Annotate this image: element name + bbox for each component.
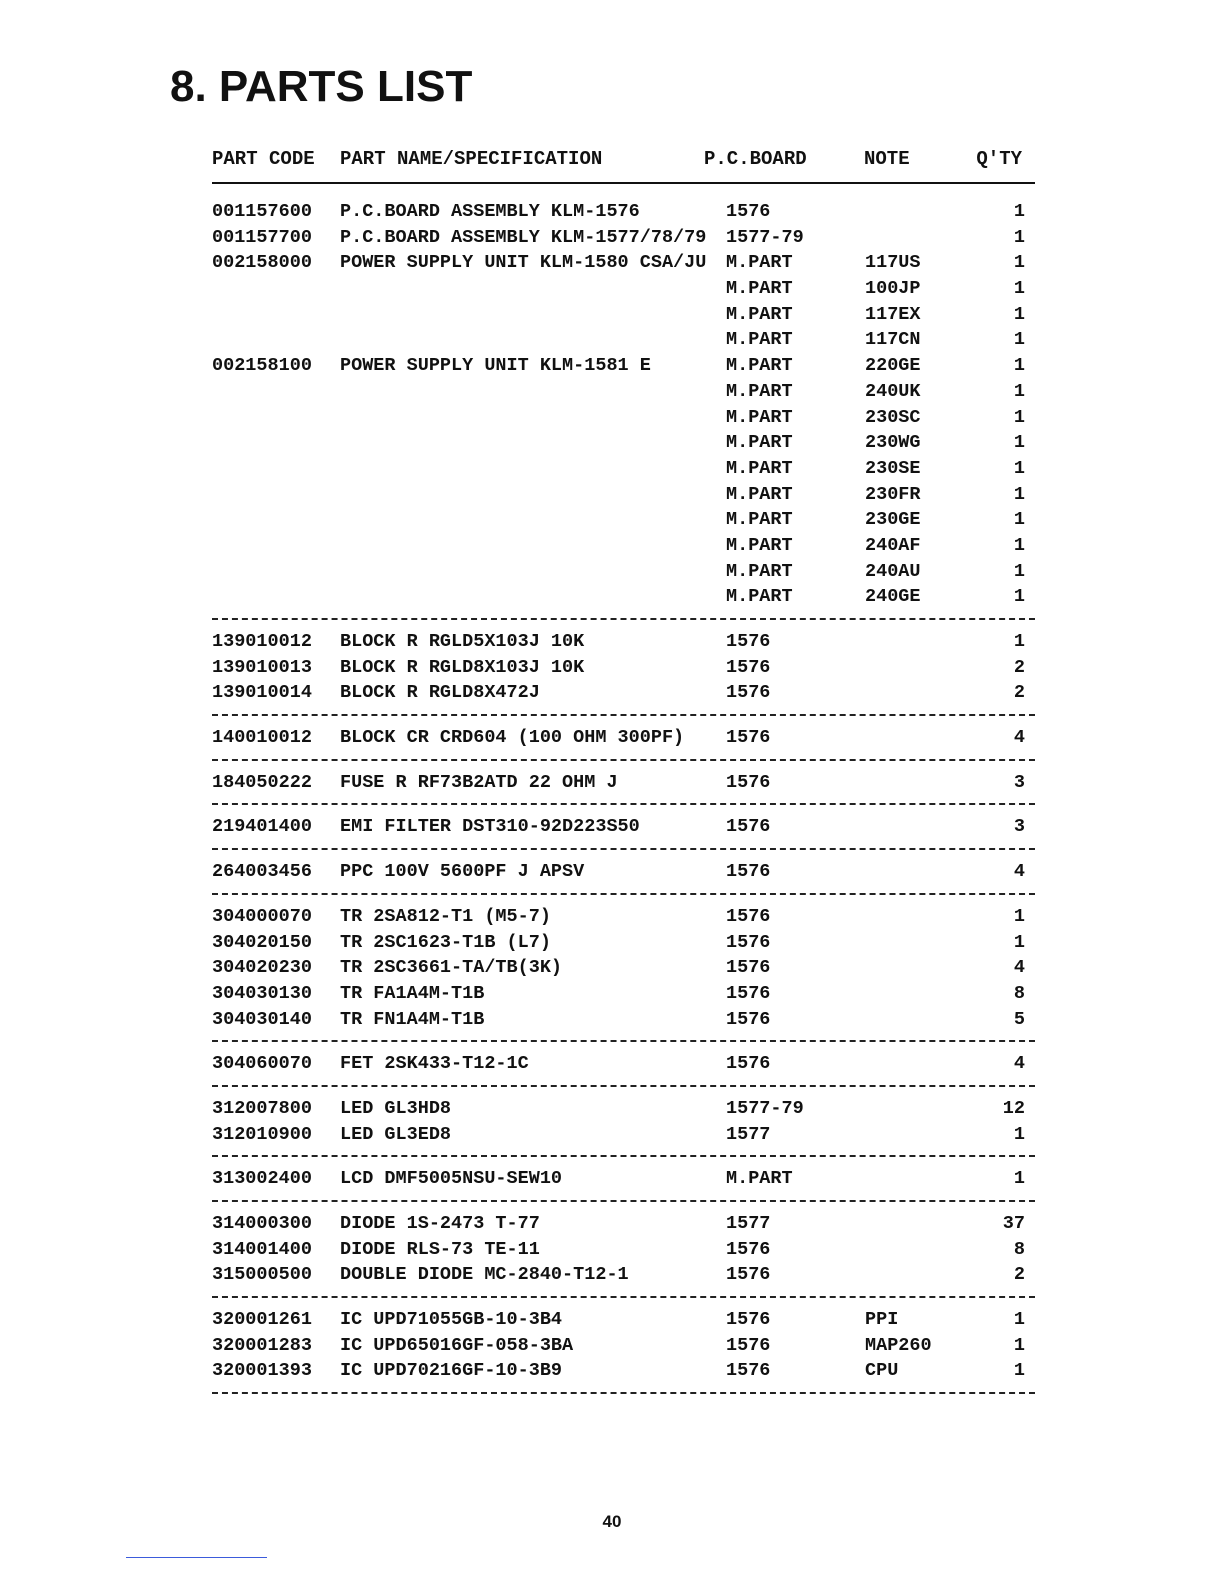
parts-group	[212, 1051, 1035, 1077]
part-name-cell: EMI FILTER DST310-92D223S50	[340, 816, 640, 838]
dashed-separator	[212, 1200, 1035, 1202]
parts-group	[212, 814, 1035, 840]
part-name-cell: TR 2SA812-T1 (M5-7)	[340, 905, 551, 927]
note-cell: 230WG	[865, 432, 921, 454]
pc-board-cell: 1576	[726, 1360, 771, 1382]
part-name-cell: IC UPD65016GF-058-3BA	[340, 1334, 574, 1356]
table-row	[212, 327, 1035, 353]
pc-board-cell: 1576	[726, 682, 771, 704]
pc-board-cell: 1576	[726, 957, 771, 979]
part-code-cell: 264003456	[212, 861, 312, 883]
pc-board-cell: M.PART	[726, 534, 793, 556]
quantity-cell: 1	[1013, 509, 1025, 531]
table-row	[212, 629, 1035, 655]
quantity-cell: 2	[1013, 1264, 1025, 1286]
part-code-cell: 304000070	[212, 905, 312, 927]
column-header-part-code: PART CODE	[212, 148, 315, 170]
dashed-separator	[212, 1296, 1035, 1298]
quantity-cell: 4	[1013, 861, 1025, 883]
parts-group	[212, 859, 1035, 885]
quantity-cell: 1	[1013, 278, 1025, 300]
table-row	[212, 930, 1035, 956]
part-name-cell: LED GL3ED8	[340, 1123, 452, 1145]
part-code-cell: 314001400	[212, 1238, 312, 1260]
quantity-cell: 1	[1013, 1168, 1025, 1190]
quantity-cell: 8	[1013, 982, 1025, 1004]
part-name-cell: BLOCK R RGLD5X103J 10K	[340, 631, 585, 652]
part-name-cell: TR 2SC1623-T1B (L7)	[340, 931, 551, 953]
pc-board-cell: 1576	[726, 727, 771, 749]
part-name-cell: P.C.BOARD ASSEMBLY KLM-1576	[340, 201, 640, 222]
part-name-cell: TR FA1A4M-T1B	[340, 982, 485, 1004]
quantity-cell: 1	[1013, 303, 1025, 325]
quantity-cell: 4	[1013, 727, 1025, 749]
parts-group	[212, 1307, 1035, 1384]
table-row	[212, 1051, 1035, 1077]
pc-board-cell: M.PART	[726, 252, 793, 274]
table-row	[212, 1096, 1035, 1122]
table-row	[212, 1211, 1035, 1237]
table-row	[212, 955, 1035, 981]
pc-board-cell: 1576	[726, 1008, 771, 1030]
table-row	[212, 584, 1035, 610]
dashed-separator	[212, 893, 1035, 895]
table-row	[212, 379, 1035, 405]
pc-board-cell: 1577	[726, 1123, 771, 1145]
table-row	[212, 482, 1035, 508]
dashed-separator	[212, 1392, 1035, 1394]
dashed-separator	[212, 759, 1035, 761]
pc-board-cell: M.PART	[726, 303, 793, 325]
column-header-qty: Q'TY	[976, 148, 1022, 170]
quantity-cell: 1	[1013, 252, 1025, 274]
table-row	[212, 533, 1035, 559]
part-code-cell: 304020230	[212, 957, 312, 979]
table-row	[212, 507, 1035, 533]
quantity-cell: 1	[1013, 586, 1025, 608]
quantity-cell: 1	[1013, 432, 1025, 454]
note-cell: 100JP	[865, 278, 921, 300]
part-name-cell: POWER SUPPLY UNIT KLM-1581 E	[340, 355, 651, 377]
part-code-cell: 313002400	[212, 1168, 312, 1190]
part-name-cell: TR FN1A4M-T1B	[340, 1008, 485, 1030]
table-row	[212, 770, 1035, 796]
note-cell: 240AU	[865, 560, 921, 582]
table-row	[212, 1237, 1035, 1263]
pc-board-cell: 1576	[726, 816, 771, 838]
quantity-cell: 2	[1013, 656, 1025, 678]
parts-group	[212, 629, 1035, 706]
header-rule	[212, 182, 1035, 184]
table-row	[212, 680, 1035, 706]
note-cell: PPI	[865, 1309, 899, 1331]
pc-board-cell: M.PART	[726, 483, 793, 505]
parts-group	[212, 725, 1035, 751]
table-row	[212, 430, 1035, 456]
part-name-cell: FET 2SK433-T12-1C	[340, 1053, 529, 1075]
pc-board-cell: 1576	[726, 631, 771, 652]
table-row	[212, 981, 1035, 1007]
part-code-cell: 139010014	[212, 682, 312, 704]
pc-board-cell: M.PART	[726, 560, 793, 582]
table-row	[212, 302, 1035, 328]
table-row	[212, 225, 1035, 251]
pc-board-cell: M.PART	[726, 329, 793, 351]
note-cell: CPU	[865, 1360, 899, 1382]
table-header	[212, 148, 1032, 176]
table-row	[212, 1358, 1035, 1384]
parts-group	[212, 1096, 1035, 1147]
part-code-cell: 304060070	[212, 1053, 312, 1075]
table-row	[212, 353, 1035, 379]
pc-board-cell: M.PART	[726, 406, 793, 428]
part-name-cell: DIODE RLS-73 TE-11	[340, 1238, 540, 1260]
part-name-cell: FUSE R RF73B2ATD 22 OHM J	[340, 771, 618, 793]
dashed-separator	[212, 1040, 1035, 1042]
table-row	[212, 199, 1035, 225]
dashed-separator	[212, 1085, 1035, 1087]
part-name-cell: BLOCK R RGLD8X472J	[340, 682, 540, 704]
pc-board-cell: M.PART	[726, 586, 793, 608]
part-name-cell: POWER SUPPLY UNIT KLM-1580 CSA/JU	[340, 252, 707, 274]
part-code-cell: 304030140	[212, 1008, 312, 1030]
quantity-cell: 4	[1013, 1053, 1025, 1075]
quantity-cell: 4	[1013, 957, 1025, 979]
dashed-separator	[212, 618, 1035, 620]
note-cell: 117US	[865, 252, 921, 274]
table-row	[212, 405, 1035, 431]
table-row	[212, 814, 1035, 840]
note-cell: 240UK	[865, 380, 921, 402]
note-cell: 117EX	[865, 303, 921, 325]
quantity-cell: 1	[1013, 560, 1025, 582]
pc-board-cell: 1576	[726, 1264, 771, 1286]
part-code-cell: 001157600	[212, 201, 312, 222]
part-code-cell: 304020150	[212, 931, 312, 953]
dashed-separator	[212, 803, 1035, 805]
quantity-cell: 3	[1013, 816, 1025, 838]
pc-board-cell: 1576	[726, 905, 771, 927]
part-name-cell: BLOCK R RGLD8X103J 10K	[340, 656, 585, 678]
table-row	[212, 250, 1035, 276]
pc-board-cell: 1576	[726, 1309, 771, 1331]
note-cell: 240GE	[865, 586, 921, 608]
part-name-cell: IC UPD70216GF-10-3B9	[340, 1360, 563, 1382]
part-code-cell: 139010013	[212, 656, 312, 678]
pc-board-cell: M.PART	[726, 1168, 793, 1190]
pc-board-cell: M.PART	[726, 380, 793, 402]
note-cell: 230FR	[865, 483, 921, 505]
column-header-pc-board: P.C.BOARD	[704, 148, 807, 170]
quantity-cell: 1	[1013, 226, 1025, 248]
pc-board-cell: 1576	[726, 1238, 771, 1260]
pc-board-cell: M.PART	[726, 355, 793, 377]
part-code-cell: 315000500	[212, 1264, 312, 1286]
pc-board-cell: 1576	[726, 982, 771, 1004]
quantity-cell: 12	[1002, 1097, 1025, 1119]
pc-board-cell: M.PART	[726, 457, 793, 479]
part-name-cell: DIODE 1S-2473 T-77	[340, 1213, 540, 1234]
quantity-cell: 1	[1013, 457, 1025, 479]
table-row	[212, 276, 1035, 302]
pc-board-cell: 1576	[726, 201, 771, 222]
quantity-cell: 1	[1013, 931, 1025, 953]
quantity-cell: 8	[1013, 1238, 1025, 1260]
quantity-cell: 37	[1002, 1213, 1025, 1234]
pc-board-cell: 1576	[726, 656, 771, 678]
part-code-cell: 320001393	[212, 1360, 312, 1382]
quantity-cell: 1	[1013, 380, 1025, 402]
part-name-cell: LED GL3HD8	[340, 1097, 452, 1119]
part-code-cell: 320001283	[212, 1334, 312, 1356]
pc-board-cell: 1577	[726, 1213, 771, 1234]
pc-board-cell: M.PART	[726, 432, 793, 454]
part-code-cell: 002158000	[212, 252, 312, 274]
quantity-cell: 2	[1013, 682, 1025, 704]
quantity-cell: 1	[1013, 1309, 1025, 1331]
pc-board-cell: 1577-79	[726, 226, 804, 248]
parts-group	[212, 904, 1035, 1032]
parts-group	[212, 1166, 1035, 1192]
quantity-cell: 3	[1013, 771, 1025, 793]
quantity-cell: 1	[1013, 201, 1025, 222]
note-cell: 230SE	[865, 457, 921, 479]
note-cell: 117CN	[865, 329, 921, 351]
table-row	[212, 456, 1035, 482]
pc-board-cell: 1576	[726, 771, 771, 793]
part-name-cell: P.C.BOARD ASSEMBLY KLM-1577/78/79	[340, 226, 707, 248]
note-cell: MAP260	[865, 1334, 932, 1356]
table-row	[212, 1333, 1035, 1359]
parts-group	[212, 1211, 1035, 1288]
part-code-cell: 320001261	[212, 1309, 312, 1331]
parts-group	[212, 770, 1035, 796]
dashed-separator	[212, 848, 1035, 850]
part-code-cell: 304030130	[212, 982, 312, 1004]
quantity-cell: 1	[1013, 355, 1025, 377]
pc-board-cell: 1576	[726, 1053, 771, 1075]
note-cell: 230SC	[865, 406, 921, 428]
quantity-cell: 1	[1013, 1123, 1025, 1145]
part-name-cell: DOUBLE DIODE MC-2840-T12-1	[340, 1264, 629, 1286]
pc-board-cell: 1576	[726, 931, 771, 953]
quantity-cell: 1	[1013, 483, 1025, 505]
dashed-separator	[212, 714, 1035, 716]
part-code-cell: 219401400	[212, 816, 312, 838]
quantity-cell: 1	[1013, 329, 1025, 351]
part-code-cell: 140010012	[212, 727, 312, 749]
column-header-note: NOTE	[864, 148, 910, 170]
table-row	[212, 559, 1035, 585]
part-name-cell: IC UPD71055GB-10-3B4	[340, 1309, 563, 1331]
page-number: 40	[602, 1512, 622, 1531]
column-header-part-name: PART NAME/SPECIFICATION	[340, 148, 603, 170]
part-name-cell: PPC 100V 5600PF J APSV	[340, 861, 585, 883]
table-row	[212, 1166, 1035, 1192]
quantity-cell: 1	[1013, 1334, 1025, 1356]
part-code-cell: 002158100	[212, 355, 312, 377]
part-name-cell: BLOCK CR CRD604 (100 OHM 300PF)	[340, 727, 685, 749]
part-name-cell: TR 2SC3661-TA/TB(3K)	[340, 957, 563, 979]
parts-group	[212, 199, 1035, 610]
pc-board-cell: 1576	[726, 1334, 771, 1356]
table-row	[212, 904, 1035, 930]
pc-board-cell: 1576	[726, 861, 771, 883]
part-code-cell: 312010900	[212, 1123, 312, 1145]
table-row	[212, 859, 1035, 885]
table-row	[212, 725, 1035, 751]
table-row	[212, 655, 1035, 681]
part-code-cell: 314000300	[212, 1213, 312, 1234]
note-cell: 240AF	[865, 534, 921, 556]
table-row	[212, 1307, 1035, 1333]
scan-artifact-line	[126, 1557, 267, 1558]
parts-table	[212, 199, 1035, 1403]
quantity-cell: 1	[1013, 534, 1025, 556]
dashed-separator	[212, 1155, 1035, 1157]
note-cell: 220GE	[865, 355, 921, 377]
part-code-cell: 312007800	[212, 1097, 312, 1119]
table-row	[212, 1262, 1035, 1288]
quantity-cell: 5	[1013, 1008, 1025, 1030]
quantity-cell: 1	[1013, 406, 1025, 428]
pc-board-cell: M.PART	[726, 278, 793, 300]
part-name-cell: LCD DMF5005NSU-SEW10	[340, 1168, 563, 1190]
table-row	[212, 1122, 1035, 1148]
table-row	[212, 1007, 1035, 1033]
pc-board-cell: 1577-79	[726, 1097, 804, 1119]
pc-board-cell: M.PART	[726, 509, 793, 531]
part-code-cell: 001157700	[212, 226, 312, 248]
page-title: 8. PARTS LIST	[170, 62, 473, 111]
note-cell: 230GE	[865, 509, 921, 531]
part-code-cell: 139010012	[212, 631, 312, 652]
quantity-cell: 1	[1013, 1360, 1025, 1382]
quantity-cell: 1	[1013, 631, 1025, 652]
quantity-cell: 1	[1013, 905, 1025, 927]
part-code-cell: 184050222	[212, 771, 312, 793]
